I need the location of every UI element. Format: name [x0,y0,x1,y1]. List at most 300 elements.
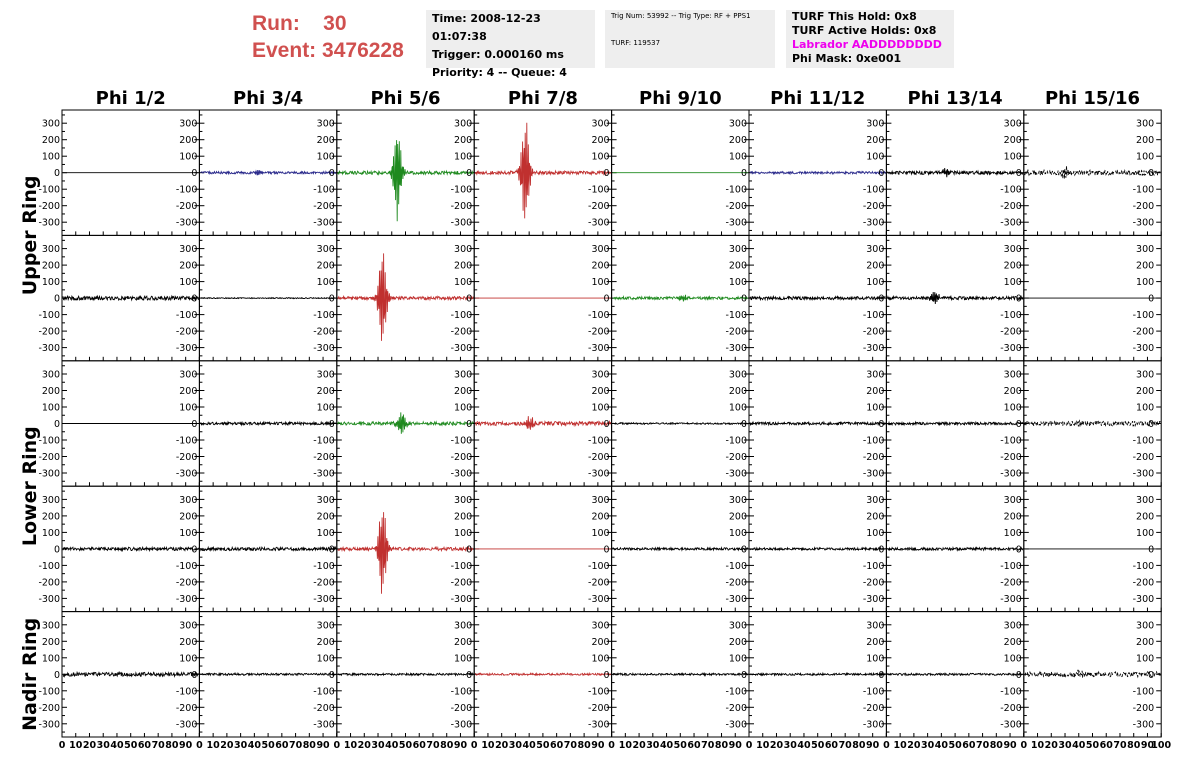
y-tick-label: 0 [328,293,335,305]
x-tick-label: 80 [302,740,316,751]
x-tick-label: 50 [1085,740,1100,751]
y-tick-label: -300 [1000,343,1022,355]
waveform-trace [613,423,748,425]
waveform-trace [750,297,885,300]
x-tick-label: 40 [797,740,811,751]
y-tick-label: 200 [728,386,747,397]
y-tick-label: -200 [1132,201,1155,213]
y-tick-label: -300 [313,468,335,480]
y-tick-label: -200 [1000,577,1022,589]
y-tick-label: 100 [41,151,60,163]
waveform-panel [863,361,1024,486]
column-header: Phi 3/4 [233,88,304,109]
y-tick-label: -300 [175,217,198,229]
y-tick-label: -200 [1000,702,1022,714]
y-tick-label: -300 [175,593,198,605]
waveform-panel [863,612,1024,737]
y-tick-label: -300 [1000,468,1022,480]
x-tick-label: 70 [1113,740,1127,751]
y-tick-label: 100 [454,653,473,665]
waveform-panel [176,612,337,737]
waveform-trace [200,298,335,299]
y-tick-label: -300 [725,217,747,229]
y-tick-label: -100 [313,435,335,447]
y-tick-label: 100 [316,653,335,665]
waveform-panel [725,361,886,486]
x-tick-label: 90 [1003,740,1017,751]
y-tick-label: -100 [588,560,610,572]
column-header: Phi 1/2 [95,88,166,109]
y-tick-label: 100 [179,653,198,665]
y-tick-label: -100 [862,686,885,698]
waveform-trace [750,172,885,174]
y-tick-label: 0 [191,293,198,305]
y-tick-label: 200 [866,260,885,272]
event-label: Event: [252,39,317,62]
column-header: Phi 11/12 [770,88,866,109]
y-tick-label: 200 [1136,386,1155,397]
y-tick-label: -200 [1000,201,1022,213]
y-tick-label: 0 [53,419,60,430]
y-tick-label: 200 [316,135,335,147]
y-tick-label: -100 [1000,560,1022,572]
y-tick-label: 100 [179,277,198,289]
y-tick-label: 300 [728,369,747,381]
y-tick-label: -200 [862,201,885,213]
y-tick-label: -100 [1132,560,1155,572]
y-tick-label: -100 [175,310,198,322]
x-tick-label: 90 [316,740,330,751]
y-tick-label: 300 [179,620,198,632]
x-tick-label: 90 [866,740,880,751]
event-value: 3476228 [322,39,404,62]
y-tick-label: 0 [1148,419,1155,430]
y-tick-label: -300 [38,343,60,355]
y-tick-label: -200 [862,577,885,589]
waveform-trace [613,548,748,550]
x-tick-label: 10 [481,740,495,751]
x-tick-label: 10 [1030,740,1045,751]
x-tick-label: 60 [412,740,426,751]
y-tick-label: -300 [450,217,473,229]
time-text: Time: 2008-12-23 01:07:38 [432,12,541,43]
y-tick-label: 0 [603,419,610,430]
y-tick-label: 100 [41,402,60,414]
y-tick-label: 100 [1003,277,1022,289]
x-tick-label: 10 [893,740,907,751]
y-tick-label: 300 [454,494,473,506]
y-tick-label: 300 [866,620,885,632]
y-tick-label: 300 [728,118,747,130]
y-tick-label: 0 [191,168,198,180]
y-tick-label: 100 [1136,277,1155,289]
x-tick-label: 20 [82,740,97,751]
y-tick-label: -200 [313,702,335,714]
x-tick-label: 70 [563,740,577,751]
y-tick-label: 300 [1003,118,1022,130]
y-tick-label: 300 [728,244,747,256]
y-tick-label: -100 [1000,435,1022,447]
x-tick-label: 80 [577,740,591,751]
y-tick-label: -200 [450,702,473,714]
y-tick-label: 0 [191,419,198,430]
y-tick-label: -300 [862,468,885,480]
y-tick-label: 300 [866,369,885,381]
y-tick-label: -300 [862,343,885,355]
y-tick-label: 200 [866,636,885,648]
y-tick-label: 200 [1003,260,1022,272]
y-tick-label: -200 [1132,326,1155,338]
y-tick-label: 100 [866,151,885,163]
y-tick-label: -300 [725,468,747,480]
waveform-trace [887,548,1022,551]
y-tick-label: 300 [591,620,610,632]
y-tick-label: 100 [454,277,473,289]
y-tick-label: 300 [1136,118,1155,130]
x-tick-label: 70 [838,740,852,751]
waveform-panel [176,361,337,486]
y-tick-label: -300 [450,343,473,355]
waveform-panel [588,486,749,611]
y-tick-label: 200 [316,636,335,648]
y-tick-label: -100 [313,310,335,322]
y-tick-label: 0 [740,168,747,180]
y-tick-label: 300 [41,494,60,506]
waveform-panel [1000,235,1161,360]
y-tick-label: -300 [1132,343,1155,355]
y-tick-label: 300 [316,620,335,632]
y-tick-label: 300 [1136,620,1155,632]
x-tick-label: 40 [110,740,124,751]
run-label: Run: [252,12,300,35]
y-tick-label: 300 [1003,369,1022,381]
y-tick-label: 100 [41,277,60,289]
y-tick-label: -200 [588,201,610,213]
y-tick-label: 100 [591,277,610,289]
waveform-trace [63,672,198,676]
y-tick-label: 200 [1003,636,1022,648]
y-tick-label: -200 [725,577,747,589]
y-tick-label: -100 [725,184,747,196]
x-tick-label: 70 [701,740,715,751]
y-tick-label: 300 [316,244,335,256]
waveform-panel [725,486,886,611]
y-tick-label: -200 [588,452,610,463]
y-tick-label: 0 [1015,168,1022,180]
x-tick-label: 50 [124,740,138,751]
y-tick-label: -300 [725,343,747,355]
y-tick-label: 100 [1003,151,1022,163]
y-tick-label: -200 [450,201,473,213]
y-tick-label: -100 [38,435,60,447]
y-tick-label: 100 [866,402,885,414]
y-tick-label: 300 [41,118,60,130]
y-tick-label: -200 [175,452,198,463]
y-tick-label: 300 [41,369,60,381]
y-tick-label: 100 [866,277,885,289]
y-tick-label: 300 [591,369,610,381]
y-tick-label: 300 [316,494,335,506]
waveform-trace [63,547,198,550]
y-tick-label: 300 [866,494,885,506]
y-tick-label: -100 [450,686,473,698]
x-tick-label: 40 [934,740,948,751]
y-tick-label: 200 [1003,135,1022,147]
y-tick-label: 200 [591,386,610,397]
x-tick-label: 40 [522,740,536,751]
y-tick-label: 200 [41,386,60,397]
x-tick-label: 70 [288,740,303,751]
x-tick-label: 0 [745,740,753,751]
x-tick-label: 60 [137,740,152,751]
x-tick-label: 10 [618,740,632,751]
waveform-trace [338,673,473,675]
y-tick-label: -300 [1000,593,1022,605]
y-tick-label: -100 [862,184,885,196]
y-tick-label: -200 [588,702,610,714]
waveform-panel [451,235,612,360]
y-tick-label: -300 [313,343,335,355]
y-tick-label: -200 [313,452,335,463]
y-tick-label: -100 [175,560,198,572]
y-tick-label: 200 [41,511,60,523]
waveform-panel [313,486,474,611]
y-tick-label: 100 [179,527,198,539]
x-tick-label: 40 [1072,740,1086,751]
y-tick-label: 0 [740,544,747,556]
y-tick-label: 200 [179,511,198,523]
y-tick-label: -100 [588,686,610,698]
y-tick-label: 300 [1003,620,1022,632]
y-tick-label: -100 [175,686,198,698]
x-tick-label: 60 [550,740,564,751]
y-tick-label: 0 [603,293,610,305]
x-tick-label: 20 [632,740,646,751]
waveform-panel [588,361,749,486]
y-tick-label: -200 [725,326,747,338]
y-tick-label: 300 [454,118,473,130]
x-tick-label: 0 [1020,740,1028,751]
y-tick-label: -200 [175,201,198,213]
y-tick-label: 200 [1136,636,1155,648]
y-tick-label: 200 [179,636,198,648]
y-tick-label: -300 [1132,468,1155,480]
y-tick-label: 0 [1148,168,1155,180]
y-tick-label: 200 [41,260,60,272]
y-tick-label: 0 [466,419,473,430]
waveform-trace [887,292,1022,304]
y-tick-label: -100 [175,184,198,196]
y-tick-label: -100 [725,686,747,698]
waveform-trace [475,416,610,430]
y-tick-label: 100 [728,277,747,289]
x-tick-label: 70 [426,740,440,751]
y-tick-label: -100 [1132,686,1155,698]
waveform-panel [38,110,199,235]
y-tick-label: 200 [1003,386,1022,397]
waveform-trace [1025,421,1160,427]
y-tick-label: -200 [1000,452,1022,463]
y-tick-label: 200 [591,135,610,147]
y-tick-label: 100 [1136,653,1155,665]
y-tick-label: 100 [591,653,610,665]
y-tick-label: 0 [1148,544,1155,556]
y-tick-label: -100 [725,560,747,572]
y-tick-label: 0 [1015,419,1022,430]
x-tick-label: 0 [196,740,203,751]
y-tick-label: 100 [179,151,198,163]
y-tick-label: -300 [313,719,335,731]
column-header: Phi 13/14 [907,88,1003,109]
y-tick-label: -200 [175,702,198,714]
waveform-panel [38,612,199,737]
x-tick-label: 20 [769,740,784,751]
x-tick-label: 80 [714,740,729,751]
y-tick-label: 0 [740,669,747,681]
y-tick-label: 0 [878,293,885,305]
y-tick-label: 100 [728,527,747,539]
y-tick-label: 0 [53,544,60,556]
y-tick-label: 200 [41,636,60,648]
y-tick-label: -100 [725,435,747,447]
y-tick-label: -200 [38,577,60,589]
y-tick-label: 200 [179,135,198,147]
labrador-text: Labrador AADDDDDDDD [792,38,942,51]
x-tick-label: 50 [261,740,275,751]
y-tick-label: -300 [450,719,473,731]
x-tick-label: 0 [333,740,341,751]
x-tick-label: 50 [398,740,413,751]
y-tick-label: 0 [1015,544,1022,556]
y-tick-label: 300 [866,118,885,130]
waveform-panel [725,612,886,737]
y-tick-label: 100 [316,402,335,414]
y-tick-label: 100 [41,653,60,665]
waveform-trace [63,296,198,300]
x-tick-label: 90 [728,740,742,751]
y-tick-label: -200 [588,326,610,338]
waveform-trace [613,295,748,302]
y-tick-label: -100 [1000,184,1022,196]
y-tick-label: 200 [728,511,747,523]
y-tick-label: 200 [866,511,885,523]
y-tick-label: -300 [38,217,60,229]
y-tick-label: 200 [454,135,473,147]
y-tick-label: -100 [450,310,473,322]
waveform-panel [313,361,474,486]
x-tick-label: 60 [275,740,289,751]
y-tick-label: -300 [450,593,473,605]
y-tick-label: -300 [725,593,747,605]
column-header: Phi 15/16 [1044,88,1141,109]
y-tick-label: 100 [1136,527,1155,539]
waveform-panel [1000,361,1161,486]
y-tick-label: 100 [316,277,335,289]
y-tick-label: 200 [1136,260,1155,272]
y-tick-label: -100 [450,184,473,196]
y-tick-label: 0 [1015,669,1022,681]
y-tick-label: -100 [38,560,60,572]
y-tick-label: 300 [1003,244,1022,256]
y-tick-label: 200 [591,260,610,272]
y-tick-label: 100 [454,527,473,539]
y-tick-label: -200 [862,326,885,338]
x-tick-label: 0 [58,740,66,751]
y-tick-label: 0 [53,168,60,180]
y-tick-label: 300 [591,494,610,506]
y-tick-label: -100 [313,560,335,572]
y-tick-label: 300 [179,494,198,506]
y-tick-label: -200 [1000,326,1022,338]
y-tick-label: -100 [1132,184,1155,196]
y-tick-label: 300 [1136,244,1155,256]
x-tick-label: 0 [608,740,615,751]
y-tick-label: -300 [175,343,198,355]
y-tick-label: -100 [38,310,60,322]
y-tick-label: -200 [588,577,610,589]
waveform-trace [887,168,1022,180]
y-tick-label: 100 [454,402,473,414]
y-tick-label: 100 [1136,151,1155,163]
waveform-panel [176,486,337,611]
turf-text: TURF: 119537 [611,39,661,47]
column-header: Phi 9/10 [639,88,722,109]
y-tick-label: 200 [454,511,473,523]
x-tick-label: 30 [1058,740,1072,751]
waveform-trace [200,547,335,550]
y-tick-label: 100 [591,402,610,414]
x-tick-label: 20 [357,740,371,751]
y-tick-label: 100 [728,653,747,665]
y-tick-label: -100 [38,686,60,698]
x-tick-label: 30 [508,740,523,751]
y-tick-label: 200 [179,260,198,272]
y-tick-label: -200 [1132,702,1155,714]
y-tick-label: 0 [1148,293,1155,305]
x-tick-label: 90 [1140,740,1155,751]
y-tick-label: 300 [1003,494,1022,506]
y-tick-label: -100 [588,310,610,322]
y-tick-label: -200 [175,326,198,338]
y-tick-label: -300 [588,343,610,355]
y-tick-label: -100 [175,435,198,447]
x-tick-label: 20 [220,740,234,751]
y-tick-label: 200 [454,260,473,272]
y-tick-label: -200 [725,702,747,714]
y-tick-label: 0 [1015,293,1022,305]
y-tick-label: 200 [591,511,610,523]
y-tick-label: 200 [454,636,473,648]
waveform-trace [200,422,335,425]
y-tick-label: -100 [862,310,885,322]
y-tick-label: 0 [328,669,335,681]
waveform-trace [338,412,473,433]
y-tick-label: 100 [41,527,60,539]
waveform-panel [313,235,474,360]
x-tick-label: 10 [343,740,358,751]
y-tick-label: -200 [313,577,335,589]
y-tick-label: 200 [316,511,335,523]
waveform-panel [725,235,886,360]
y-tick-label: 100 [1003,402,1022,414]
y-tick-label: 200 [866,386,885,397]
y-tick-label: 0 [878,669,885,681]
waveform-trace [475,673,610,675]
y-tick-label: 200 [1136,135,1155,147]
priority-text: Priority: 4 -- Queue: 4 [432,66,567,79]
y-tick-label: 0 [878,419,885,430]
x-tick-label: 10 [206,740,220,751]
